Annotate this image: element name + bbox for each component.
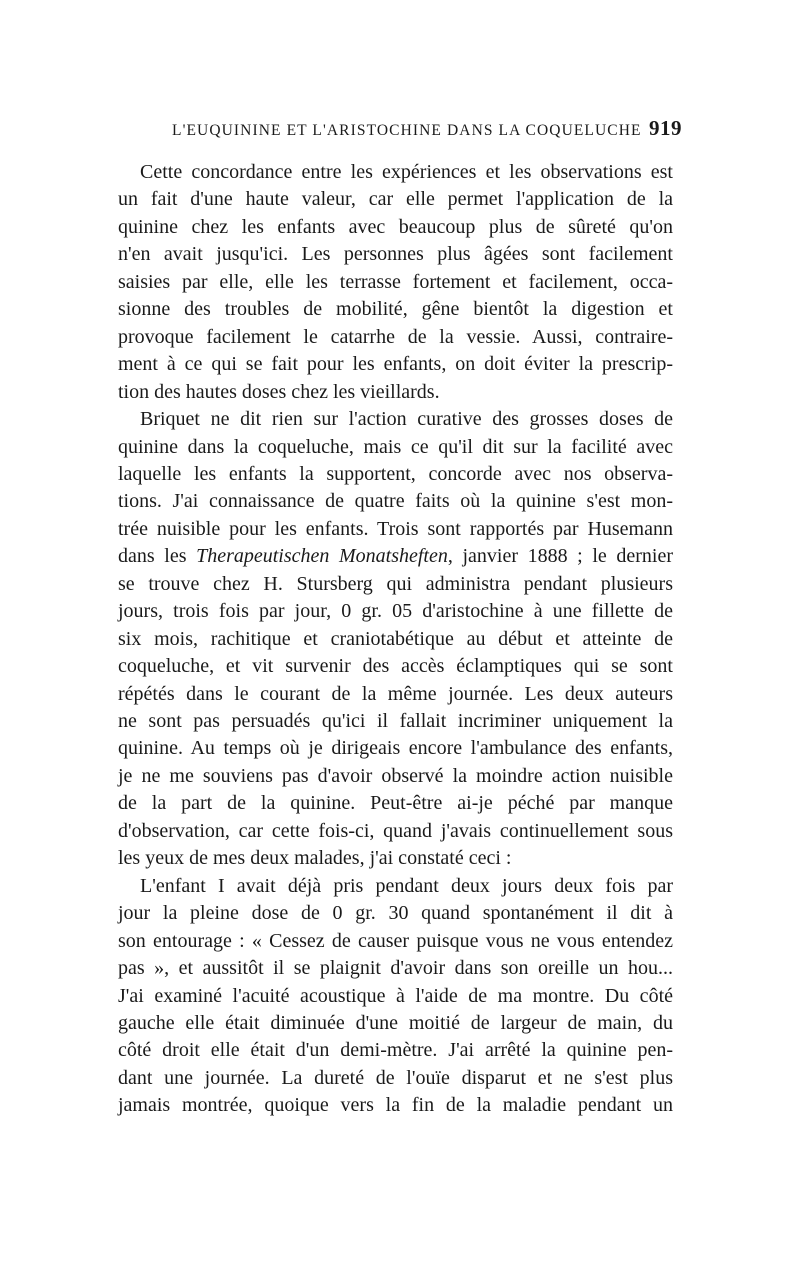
text-segment: dans les	[118, 545, 197, 568]
text-segment: quinine chez les enfants avec beaucoup plus de sûreté qu'on	[118, 215, 673, 238]
text-segment: n'en avait jusqu'ici. Les personnes plus âgées sont facilement	[118, 243, 673, 266]
text-line	[118, 845, 673, 872]
text-segment: côté droit elle était d'un demi-mètre. J'ai arrêté la quinine pen-	[118, 1039, 673, 1062]
text-segment: jour la pleine dose de 0 gr. 30 quand spontanément il dit à	[118, 902, 673, 925]
text-segment: quinine dans la coqueluche, mais ce qu'il dit sur la facilité avec	[118, 435, 673, 458]
text-line	[118, 516, 673, 543]
running-title: L'EUQUININE ET L'ARISTOCHINE DANS LA COQUELUCHE	[172, 122, 642, 139]
text-line	[118, 406, 673, 433]
text-line	[118, 241, 673, 268]
text-segment: d'observation, car cette fois-ci, quand j'avais continuellement sous	[118, 819, 673, 842]
text-segment: , janvier 1888 ; le dernier	[447, 545, 673, 568]
text-segment: six mois, rachitique et craniotabétique au début et atteinte de	[118, 627, 673, 650]
text-segment: je ne me souviens pas d'avoir observé la moindre action nuisible	[118, 764, 673, 787]
text-line	[118, 159, 673, 186]
text-line	[118, 900, 673, 927]
text-line	[118, 681, 673, 708]
text-segment: un fait d'une haute valeur, car elle permet l'application de la	[118, 188, 673, 211]
text-line	[118, 1092, 673, 1119]
text-line	[118, 1037, 673, 1064]
italic-title-text: Therapeutischen Monatsheften	[196, 545, 448, 568]
text-segment: répétés dans le courant de la même journée. Les deux auteurs	[118, 682, 673, 705]
text-segment: Cette concordance entre les expériences et les observations est	[140, 161, 673, 183]
text-segment: son entourage : « Cessez de causer puisque vous ne vous entendez	[118, 929, 673, 952]
text-segment: gauche elle était diminuée d'une moitié de largeur de main, du	[118, 1011, 673, 1034]
text-segment: jamais montrée, quoique vers la fin de la maladie pendant un	[118, 1094, 673, 1117]
text-segment: ne sont pas persuadés qu'ici il fallait incriminer uniquement la	[118, 710, 673, 732]
text-line	[118, 1065, 673, 1092]
text-segment: de la part de la quinine. Peut-être ai-je péché par manque	[118, 792, 673, 815]
text-line	[118, 873, 673, 900]
text-segment: tion des hautes doses chez les vieillards.	[118, 380, 440, 403]
text-segment: saisies par elle, elle les terrasse fortement et facilement, occa-	[118, 270, 673, 293]
text-line	[118, 488, 673, 515]
text-line	[118, 214, 673, 241]
text-line	[118, 598, 673, 625]
text-line	[118, 296, 673, 323]
text-line	[118, 653, 673, 680]
text-segment: jours, trois fois par jour, 0 gr. 05 d'aristochine à une fillette de	[118, 600, 673, 623]
text-line	[118, 708, 673, 735]
text-line	[118, 461, 673, 488]
text-segment: L'enfant I avait déjà pris pendant deux jours deux fois par	[140, 874, 673, 897]
text-segment: sionne des troubles de mobilité, gêne bientôt la digestion et	[118, 298, 673, 321]
text-line	[118, 928, 673, 955]
page-number: 919	[649, 116, 682, 140]
text-line	[118, 324, 673, 351]
text-line	[118, 351, 673, 378]
text-line	[118, 955, 673, 982]
text-line	[118, 434, 673, 461]
text-segment: pas », et aussitôt il se plaignit d'avoir dans son oreille un hou...	[118, 957, 673, 980]
text-line	[118, 790, 673, 817]
text-line	[118, 626, 673, 653]
text-line	[118, 763, 673, 790]
text-segment: coqueluche, et vit survenir des accès éclamptiques qui se sont	[118, 655, 673, 678]
text-segment: Briquet ne dit rien sur l'action curative des grosses doses de	[140, 408, 673, 431]
text-line	[118, 571, 673, 598]
text-segment: J'ai examiné l'acuité acoustique à l'aide de ma montre. Du côté	[118, 984, 673, 1007]
page-header	[172, 114, 682, 144]
text-line	[118, 379, 673, 406]
text-segment: se trouve chez H. Stursberg qui administra pendant plusieurs	[118, 572, 673, 595]
text-line	[118, 186, 673, 213]
text-segment: tions. J'ai connaissance de quatre faits où la quinine s'est mon-	[118, 490, 673, 513]
text-line	[118, 735, 673, 762]
text-line	[118, 543, 673, 570]
text-segment: ment à ce qui se fait pour les enfants, on doit éviter la prescrip-	[118, 353, 673, 376]
text-segment: laquelle les enfants la supportent, concorde avec nos observa-	[118, 462, 673, 485]
text-segment: les yeux de mes deux malades, j'ai constaté ceci :	[118, 847, 512, 870]
text-line	[118, 269, 673, 296]
text-line	[118, 1010, 673, 1037]
text-line	[118, 818, 673, 845]
text-segment: dant une journée. La dureté de l'ouïe disparut et ne s'est plus	[118, 1066, 673, 1089]
text-segment: quinine. Au temps où je dirigeais encore l'ambulance des enfants,	[118, 737, 673, 760]
text-line	[118, 983, 673, 1010]
text-segment: trée nuisible pour les enfants. Trois sont rapportés par Husemann	[118, 517, 673, 540]
text-segment: provoque facilement le catarrhe de la vessie. Aussi, contraire-	[118, 325, 673, 348]
